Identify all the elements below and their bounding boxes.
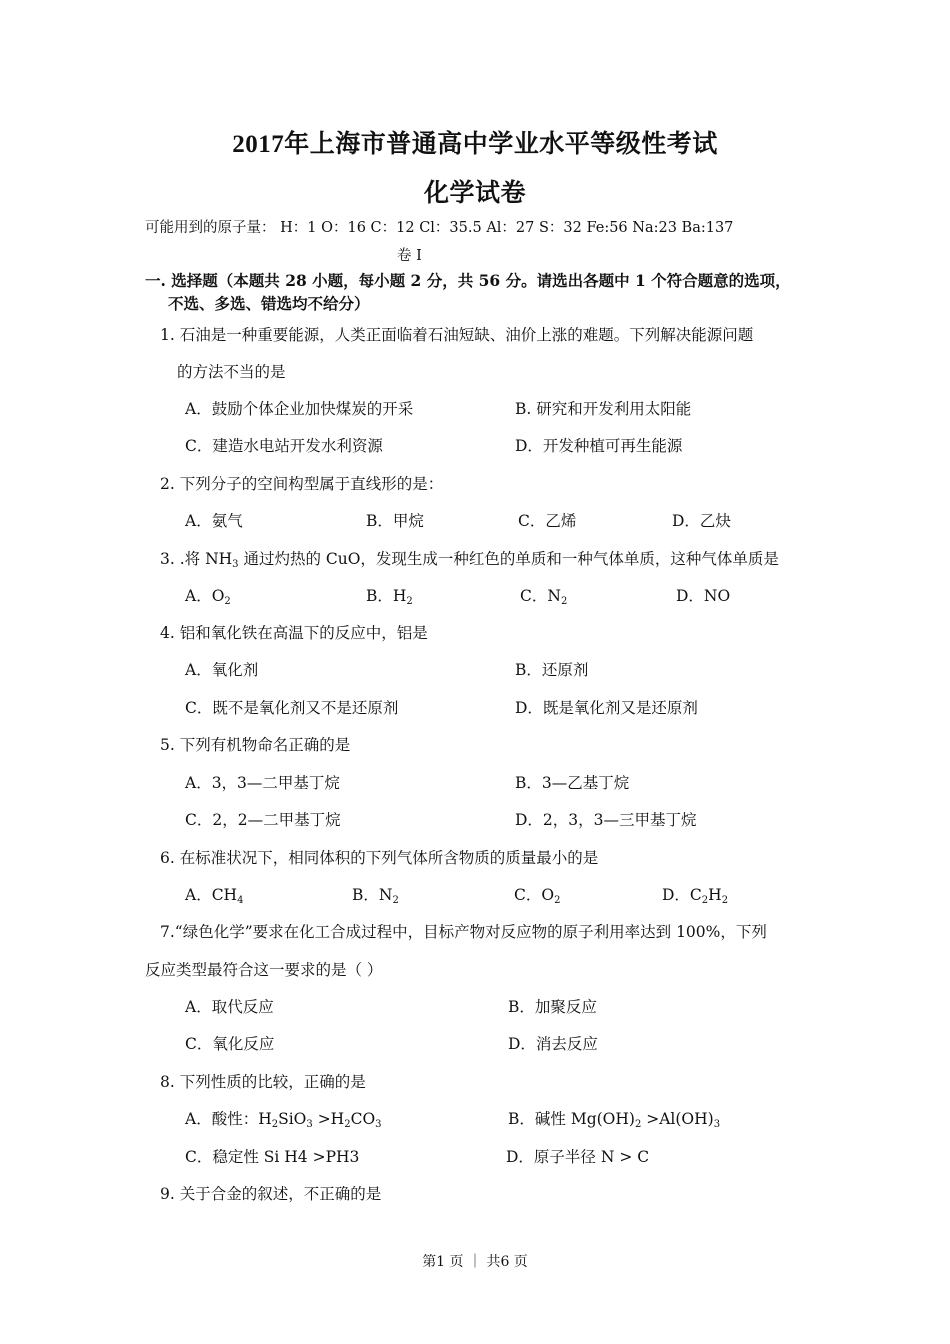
q8-option-b: B．碱性 $Mg(OH)_2 >Al(OH)_3$: [508, 1110, 721, 1130]
question-7-stem: 7.“绿色化学”要求在化工合成过程中，目标产物对反应物的原子利用率达到 100%，下列: [160, 923, 767, 941]
q4-option-d: D．既是氧化剂又是还原剂: [515, 699, 698, 717]
q4-option-a: A．氧化剂: [185, 661, 259, 679]
q3-option-d: D．NO: [676, 587, 731, 605]
page-title: 2017年上海市普通高中学业水平等级性考试: [232, 131, 718, 158]
q3-option-b: B．$H_2$: [366, 587, 413, 607]
q6-option-c: C．$O_2$: [514, 886, 561, 906]
q3-option-a: A．$O_2$: [185, 587, 231, 607]
q5-option-a: A．3，3—二甲基丁烷: [185, 774, 340, 792]
q6-option-b: B．$N_2$: [352, 886, 399, 906]
q8-option-a: A．酸性：$H_2SiO_3 >H_2CO_3$: [185, 1110, 382, 1130]
question-7-stem-cont: 反应类型最符合这一要求的是（ ）: [145, 961, 383, 979]
question-4-stem: 4. 铝和氧化铁在高温下的反应中，铝是: [160, 624, 428, 642]
q2-option-c: C．乙烯: [518, 512, 577, 530]
section-note: 不选、多选、错选均不给分）: [168, 294, 370, 313]
question-1-stem: 1. 石油是一种重要能源，人类正面临着石油短缺、油价上涨的难题。下列解决能源问题: [160, 326, 754, 344]
page-footer: 第1 页 ｜ 共6 页: [422, 1254, 528, 1270]
q1-option-c: C．建造水电站开发水利资源: [185, 437, 383, 455]
q3-option-c: C．$N_2$: [520, 587, 568, 607]
section-heading: 一. 选择题（本题共 28 小题，每小题 2 分，共 56 分。请选出各题中 1 个符合题意的选项，: [145, 271, 791, 290]
q2-option-d: D．乙炔: [672, 512, 731, 530]
volume-label: 卷 I: [397, 248, 422, 264]
q8-option-d: D．原子半径 N > C: [506, 1148, 650, 1166]
question-2-stem: 2. 下列分子的空间构型属于直线形的是：: [160, 475, 444, 493]
atomic-masses: 可能用到的原子量： H：1 O：16 C：12 Cl：35.5 Al：27 S：32 Fe:56 Na:23 Ba:137: [145, 220, 734, 236]
q1-option-a: A．鼓励个体企业加快煤炭的开采: [185, 400, 414, 418]
q5-option-b: B．3—乙基丁烷: [515, 774, 630, 792]
q1-option-d: D．开发种植可再生能源: [515, 437, 683, 455]
q6-option-a: A．$CH_4$: [185, 886, 244, 906]
q4-option-c: C．既不是氧化剂又不是还原剂: [185, 699, 399, 717]
question-8-stem: 8. 下列性质的比较，正确的是: [160, 1073, 366, 1091]
question-5-stem: 5. 下列有机物命名正确的是: [160, 736, 351, 754]
question-9-stem: 9. 关于合金的叙述，不正确的是: [160, 1185, 382, 1203]
question-1-stem-cont: 的方法不当的是: [177, 363, 286, 381]
q5-option-d: D．2，3，3—三甲基丁烷: [515, 811, 697, 829]
q4-option-b: B．还原剂: [515, 661, 589, 679]
q7-option-c: C．氧化反应: [185, 1035, 275, 1053]
page-subtitle: 化学试卷: [423, 180, 526, 207]
q1-option-b: B. 研究和开发利用太阳能: [515, 400, 692, 418]
q2-option-a: A．氨气: [185, 512, 243, 530]
q2-option-b: B．甲烷: [366, 512, 424, 530]
q7-option-a: A．取代反应: [185, 998, 274, 1016]
q6-option-d: D．$C_2H_2$: [662, 886, 729, 906]
question-3-stem: 3. .将 $NH_3$ 通过灼热的 CuO，发现生成一种红色的单质和一种气体单质，这种气体单质是: [160, 550, 779, 570]
question-6-stem: 6. 在标准状况下，相同体积的下列气体所含物质的质量最小的是: [160, 849, 599, 867]
q7-option-d: D．消去反应: [508, 1035, 598, 1053]
q7-option-b: B．加聚反应: [508, 998, 597, 1016]
q8-option-c: C．稳定性 Si H4 >PH3: [185, 1148, 360, 1166]
q5-option-c: C．2，2—二甲基丁烷: [185, 811, 341, 829]
